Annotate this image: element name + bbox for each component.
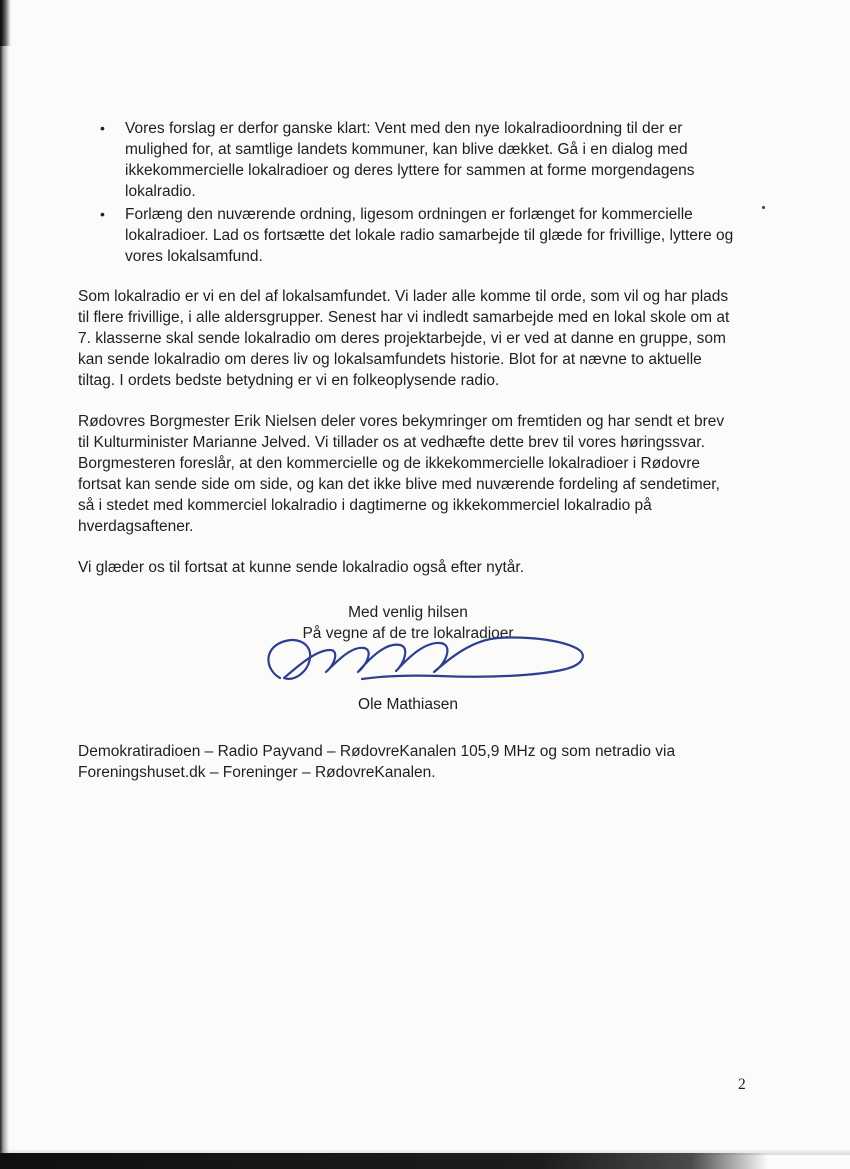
scan-artifact-dot (762, 206, 765, 209)
list-item (78, 118, 738, 202)
proposal-bullet-list (78, 118, 738, 267)
signature-area (78, 640, 738, 694)
signature-icon (254, 626, 604, 704)
letter-body (78, 118, 738, 803)
closing-salutation: Med venlig hilsen (348, 604, 468, 621)
bullet-text: Forlæng den nuværende ordning, ligesom ordningen er forlænget for kommercielle lokalradioer. Lad os fortsætte det lokale radio samarbejde til glæde for frivillige, lyttere og vores lokalsamfund. (125, 206, 734, 265)
paragraph-borgmester: Rødovres Borgmester Erik Nielsen deler vores bekymringer om fremtiden og har sendt et brev til Kulturminister Marianne Jelved. Vi tillader os at vedhæfte dette brev til vores høringssvar. Borgmesteren foreslår, at den kommercielle og de ikkekommercielle lokalradioer i Rødovre fortsat kan sende side om side, og kan det ikke blive med nuværende fordeling af sendetimer, så i stedet med kommerciel lokalradio i dagtimerne og ikkekommerciel lokalradio på hverdagsaftener. (78, 413, 725, 535)
scan-artifact-bottom-edge (0, 1153, 768, 1169)
station-list-footer: Demokratiradioen – Radio Payvand – RødovreKanalen 105,9 MHz og som netradio via Foreningshuset.dk – Foreninger – RødovreKanalen. (78, 743, 676, 781)
closing-block (78, 602, 738, 715)
scan-artifact-top-left-corner (0, 0, 11, 46)
bullet-text: Vores forslag er derfor ganske klart: Vent med den nye lokalradioordning til der er mulighed for, at samtlige landets kommuner, kan blive dækket. Gå i en dialog med ikkekommercielle lokalradioer og deres lyttere for sammen at forme morgendagens lokalradio. (125, 120, 695, 200)
signature-name: Ole Mathiasen (358, 696, 458, 713)
paragraph-nytaar: Vi glæder os til fortsat at kunne sende lokalradio også efter nytår. (78, 559, 525, 576)
closing-on-behalf: På vegne af de tre lokalradioer (302, 625, 514, 642)
bullet-icon: • (100, 206, 105, 222)
list-item (78, 204, 738, 267)
scan-artifact-left-edge (0, 0, 9, 1169)
bullet-icon: • (100, 120, 105, 136)
paragraph-lokalsamfund: Som lokalradio er vi en del af lokalsamfundet. Vi lader alle komme til orde, som vil og har plads til flere frivillige, i alle aldersgrupper. Senest har vi indledt samarbejde med en lokal skole om at 7. klasserne skal sende lokalradio om deres projektarbejde, vi er ved at danne en gruppe, som kan sende lokalradio om deres liv og lokalsamfundets historie. Blot for at nævne to aktuelle tiltag. I ordets bedste betydning er vi en folkeoplysende radio. (78, 288, 730, 389)
signature-stroke (268, 637, 582, 679)
scan-artifact-bottom-shadow (0, 1149, 850, 1155)
page-number: 2 (738, 1076, 746, 1093)
